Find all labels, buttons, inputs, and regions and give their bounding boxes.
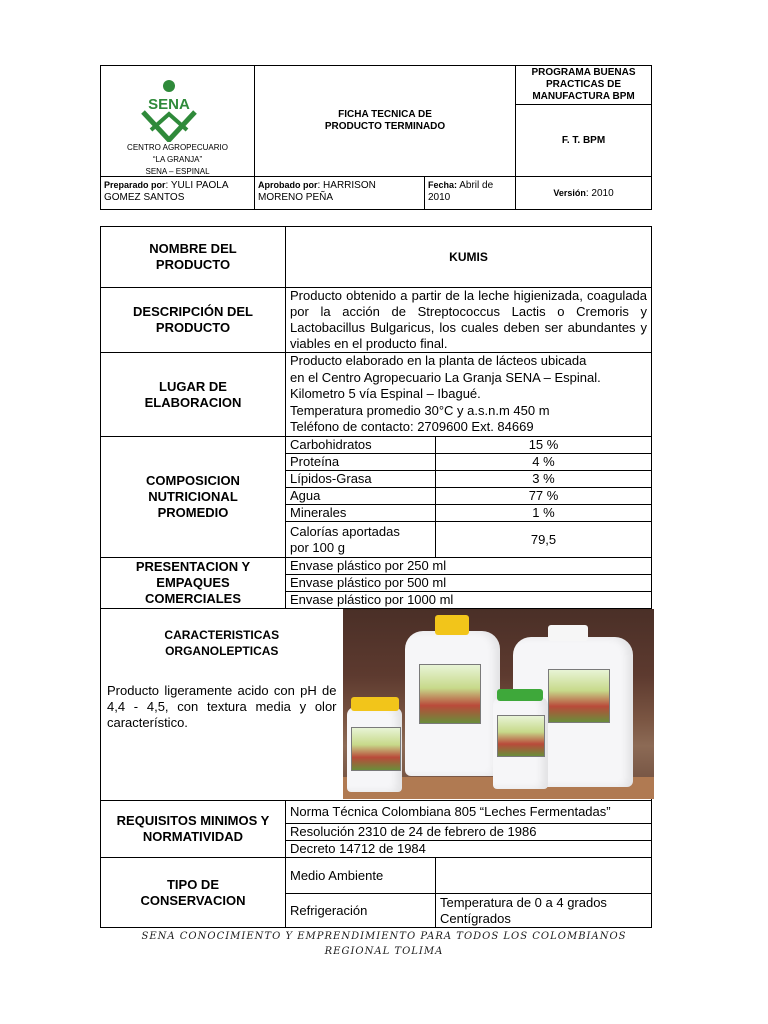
sena-logo — [131, 78, 207, 142]
nutrient-value: 1 % — [436, 505, 652, 522]
medium-jug-cap — [435, 615, 469, 635]
conservation-detail: Temperatura de 0 a 4 grados Centígrados — [436, 894, 652, 928]
label-line: ELABORACION — [144, 394, 242, 410]
date-value: Abril de 2010 — [428, 180, 494, 203]
calories-label — [286, 522, 436, 558]
nutrient-name: Carbohidratos — [286, 437, 436, 454]
organoleptic-cell — [101, 609, 343, 801]
label-line: ORGANOLEPTICAS — [165, 644, 279, 658]
approved-by — [255, 177, 425, 210]
label-line: NOMBRE DEL — [149, 241, 237, 256]
product-photo-cell — [343, 609, 652, 801]
place-line: Kilometro 5 vía Espinal – Ibagué. — [290, 386, 481, 401]
date — [425, 177, 516, 210]
conservation-type: Medio Ambiente — [286, 858, 436, 894]
green-cap — [497, 689, 543, 701]
center-label — [101, 142, 254, 178]
organoleptic-label — [101, 627, 343, 659]
footer-region: REGIONAL TOLIMA — [324, 946, 444, 957]
label-line: DESCRIPCIÓN DEL — [133, 304, 253, 319]
label-line: NUTRICIONAL — [148, 489, 238, 504]
nutrient-value: 77 % — [436, 488, 652, 505]
center-name: CENTRO AGROPECUARIO — [127, 143, 228, 152]
requirements-label — [101, 801, 286, 858]
conservation-detail — [436, 858, 652, 894]
logo-cell — [101, 66, 255, 177]
composition-label — [101, 437, 286, 558]
footer-slogan: SENA CONOCIMIENTO Y EMPRENDIMIENTO PARA TODOS LOS COLOMBIANOS — [141, 931, 627, 942]
prepared-by — [101, 177, 255, 210]
version — [516, 177, 652, 210]
label-line: TIPO DE — [166, 876, 219, 892]
approved-label: Aprobado por — [258, 180, 318, 190]
organoleptic-description: Producto ligeramente acido con pH de 4,4 - 4,5, con textura media y olor característico. — [107, 683, 337, 730]
label-line: EMPAQUES — [156, 575, 230, 590]
medium-jug-label — [419, 664, 481, 724]
title-line-2: PRODUCTO TERMINADO — [324, 121, 446, 132]
prepared-value: : YULI PAOLA GOMEZ SANTOS — [104, 180, 228, 203]
large-jug-cap — [548, 625, 588, 641]
label-line: PROMEDIO — [157, 505, 229, 520]
prepared-label: Preparado por — [104, 180, 166, 190]
date-label: Fecha: — [428, 180, 458, 190]
product-name: KUMIS — [286, 227, 652, 288]
nutrient-value: 15 % — [436, 437, 652, 454]
program-line-1: PROGRAMA BUENAS — [531, 67, 636, 78]
green-cap-bottle-label — [497, 715, 545, 757]
label-line: NORMATIVIDAD — [142, 829, 244, 844]
approved-value: : HARRISON MORENO PEÑA — [258, 180, 376, 203]
label-line: COMERCIALES — [144, 591, 242, 606]
label-line: REQUISITOS MINIMOS Y — [116, 813, 270, 828]
large-jug-label — [548, 669, 610, 723]
conservation-type: Refrigeración — [286, 894, 436, 928]
place-line: Teléfono de contacto: 2709600 Ext. 84669 — [290, 419, 534, 434]
place-line: Temperatura promedio 30°C y a.s.n.m 450 m — [290, 402, 550, 418]
nutrient-name: Proteína — [286, 454, 436, 471]
version-label: Versión — [553, 187, 586, 198]
svg-text:SENA: SENA — [148, 96, 190, 113]
program-name — [516, 66, 652, 105]
requirement-item: Decreto 14712 de 1984 — [286, 841, 652, 858]
place-label — [101, 353, 286, 437]
requirement-item: Norma Técnica Colombiana 805 “Leches Fermentadas” — [286, 801, 652, 824]
product-description: Producto obtenido a partir de la leche higienizada, coagulada por la acción de Streptococcus Lactis o Cremoris y Lactobacillus Bulgaricus, los cuales deben ser abundantes y viables en el producto final. — [286, 288, 652, 353]
nutrient-name: Minerales — [286, 505, 436, 522]
nutrient-value: 3 % — [436, 471, 652, 488]
document-title — [255, 66, 516, 177]
presentation-item: Envase plástico por 250 ml — [286, 558, 652, 575]
calories-line: Calorías aportadas — [290, 523, 400, 539]
nutrient-value: 4 % — [436, 454, 652, 471]
label-line: LUGAR DE — [159, 378, 227, 394]
title-line-1: FICHA TECNICA DE — [338, 109, 432, 120]
place-line: Producto elaborado en la planta de lácteos ubicada — [290, 353, 587, 368]
label-line: PRODUCTO — [155, 320, 231, 335]
requirement-item: Resolución 2310 de 24 de febrero de 1986 — [286, 824, 652, 841]
label-line: CONSERVACION — [140, 892, 246, 908]
conservation-label — [101, 858, 286, 928]
product-name-label — [101, 227, 286, 288]
program-line-2: PRACTICAS DE — [546, 79, 622, 90]
presentation-item: Envase plástico por 500 ml — [286, 575, 652, 592]
label-line: PRESENTACION Y — [135, 559, 251, 574]
label-line: COMPOSICION — [146, 473, 240, 488]
description-label — [101, 288, 286, 353]
center-farm: “LA GRANJA” — [152, 155, 203, 164]
product-photo — [343, 609, 654, 799]
small-bottle-cap — [351, 697, 399, 711]
center-location: SENA – ESPINAL — [145, 167, 210, 176]
label-line: PRODUCTO — [155, 257, 231, 272]
presentation-item: Envase plástico por 1000 ml — [286, 592, 652, 609]
presentation-label — [101, 558, 286, 609]
header-table — [100, 65, 652, 210]
small-bottle-label — [351, 727, 401, 771]
product-sheet-table — [100, 226, 652, 928]
nutrient-name: Agua — [286, 488, 436, 505]
calories-line: por 100 g — [290, 539, 345, 555]
label-line: CARACTERISTICAS — [164, 628, 280, 642]
document-code: F. T. BPM — [516, 105, 652, 177]
version-value: : 2010 — [585, 187, 614, 199]
calories-value: 79,5 — [436, 522, 652, 558]
place-of-production — [286, 353, 652, 437]
program-line-3: MANUFACTURA BPM — [532, 91, 635, 102]
nutrient-name: Lípidos-Grasa — [286, 471, 436, 488]
place-line: en el Centro Agropecuario La Granja SENA – Espinal. — [290, 369, 601, 385]
